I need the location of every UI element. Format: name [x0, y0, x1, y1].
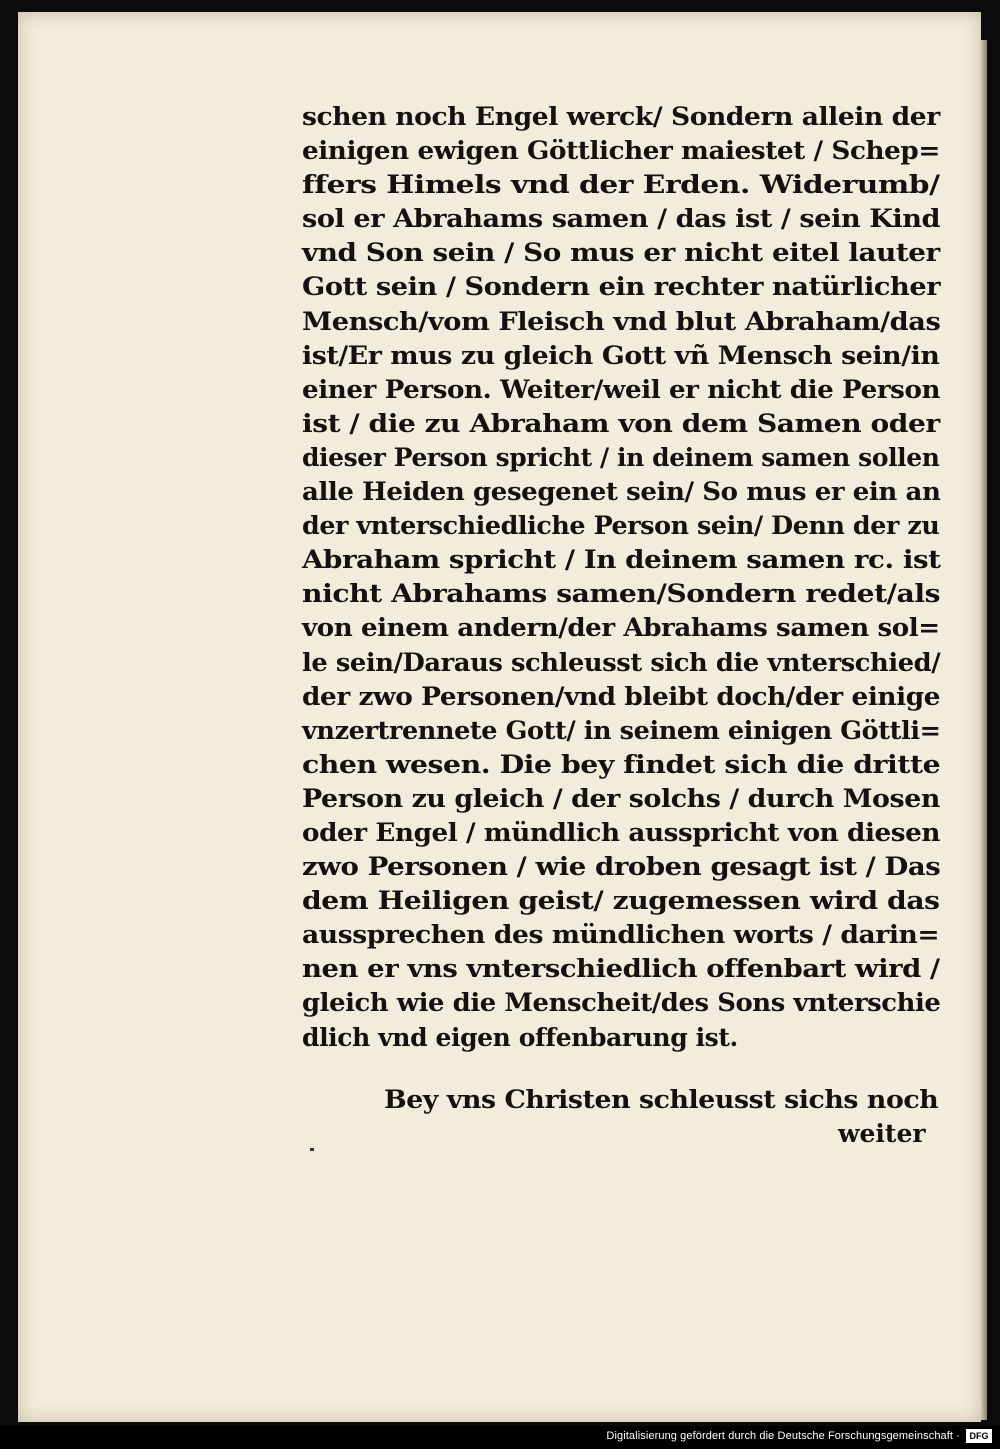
text-line: dieser Person spricht / in deinem samen sollen: [302, 442, 940, 472]
text-line: vnd Son sein / So mus er nicht eitel lauter: [302, 238, 940, 268]
text-line: chen wesen. Die bey findet sich die dritte: [302, 749, 941, 779]
text-line: der vnterschiedliche Person sein/ Denn der zu: [302, 511, 940, 541]
text-line: der zwo Personen/vnd bleibt doch/der einige: [302, 681, 941, 711]
text-line: Bey vns Christen schleusst sichs noch: [384, 1085, 939, 1114]
text-line: von einem andern/der Abrahams samen sol=: [302, 613, 940, 643]
margin-mark: [310, 1148, 314, 1151]
text-line: aussprechen des mündlichen worts / darin=: [302, 920, 940, 950]
text-line: ist/Er mus zu gleich Gott vñ Mensch sein/in: [302, 340, 940, 370]
text-line: einer Person. Weiter/weil er nicht die Person: [302, 374, 941, 404]
text-line: ffers Himels vnd der Erden. Widerumb/: [302, 170, 940, 200]
main-text-block: [302, 100, 942, 1055]
text-line: nen er vns vnterschiedlich offenbart wird /: [302, 954, 940, 984]
text-line: gleich wie die Menscheit/des Sons vnterschie: [302, 988, 941, 1018]
dfg-logo-icon: DFG: [966, 1429, 992, 1443]
second-paragraph: [384, 1083, 944, 1117]
text-line: dlich vnd eigen offenbarung ist.: [302, 1022, 738, 1052]
text-line: zwo Personen / wie droben gesagt ist / Das: [302, 852, 941, 882]
text-line: dem Heiligen geist/ zugemessen wird das: [302, 886, 940, 916]
text-line: Person zu gleich / der solchs / durch Mosen: [302, 783, 940, 813]
catchword: weiter: [838, 1119, 926, 1148]
text-line: oder Engel / mündlich ausspricht von diesen: [302, 817, 941, 847]
text-line: Gott sein / Sondern ein rechter natürlicher: [302, 272, 941, 302]
text-line: Mensch/vom Fleisch vnd blut Abraham/das: [302, 306, 941, 336]
text-line: vnzertrennete Gott/ in seinem einigen Göttli=: [302, 715, 941, 745]
text-line: nicht Abrahams samen/Sondern redet/als: [302, 579, 941, 609]
text-line: sol er Abrahams samen / das ist / sein Kind: [302, 204, 941, 234]
text-line: ist / die zu Abraham von dem Samen oder: [302, 408, 940, 438]
text-line: le sein/Daraus schleusst sich die vnterschied/: [302, 647, 941, 677]
footer-credit: Digitalisierung gefördert durch die Deutsche Forschungsgemeinschaft ·: [606, 1430, 960, 1442]
text-line: einigen ewigen Göttlicher maiestet / Schep=: [302, 136, 940, 166]
text-line: schen noch Engel werck/ Sondern allein der: [302, 102, 940, 131]
text-line: Abraham spricht / In deinem samen rc. ist: [302, 545, 941, 575]
text-line: alle Heiden gesegenet sein/ So mus er ein an: [302, 477, 941, 507]
